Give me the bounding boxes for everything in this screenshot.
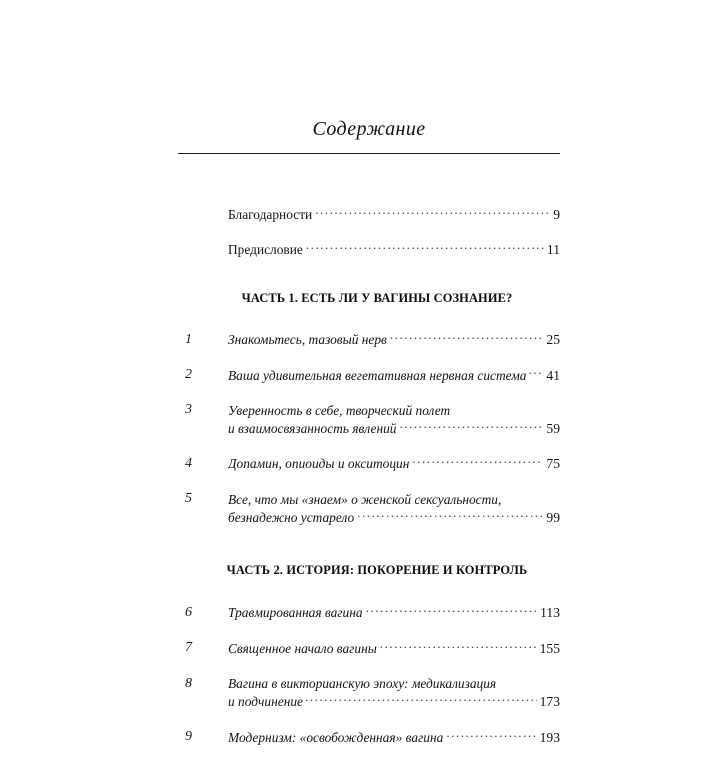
dot-leader: [390, 331, 544, 344]
chapter-lines: [228, 604, 560, 622]
chapter-lines: [228, 401, 560, 438]
toc-chapter-9[interactable]: [178, 728, 560, 763]
chapter-number: 3: [185, 402, 192, 418]
page-number: 59: [546, 421, 560, 437]
page-number: 25: [546, 332, 560, 348]
chapter-line: [228, 509, 560, 527]
part-heading-2: ЧАСТЬ 2. ИСТОРИЯ: ПОКОРЕНИЕ И КОНТРОЛЬ: [226, 563, 528, 578]
chapter-line: [228, 604, 560, 622]
chapter-line: [228, 728, 560, 746]
dot-leader: [399, 420, 543, 433]
entry-title: Ваша удивительная вегетативная нервная система: [228, 367, 527, 383]
dot-leader: [357, 509, 543, 522]
chapter-line: [228, 366, 560, 384]
chapter-lines: [228, 728, 560, 746]
page-number: 113: [540, 605, 560, 621]
toc-chapter-3[interactable]: [178, 401, 560, 455]
dot-leader: [499, 675, 553, 688]
dot-leader: [305, 693, 537, 706]
toc-chapter-4[interactable]: [178, 455, 560, 490]
chapter-line: [228, 693, 560, 711]
chapter-number: 1: [185, 331, 192, 347]
entry-title: Знакомьтесь, тазовый нерв: [228, 332, 387, 348]
dot-leader: [529, 366, 544, 379]
entry-title: Модернизм: «освобожденная» вагина: [228, 729, 444, 745]
toc-chapter-6[interactable]: [178, 604, 560, 639]
part-heading-1: ЧАСТЬ 1. ЕСТЬ ЛИ У ВАГИНЫ СОЗНАНИЕ?: [241, 290, 513, 305]
page-number: 193: [539, 729, 560, 745]
entry-title: Благодарности: [228, 207, 313, 223]
toc-entry-front-0[interactable]: [228, 206, 560, 240]
chapter-line: [228, 639, 560, 657]
title-divider: [178, 153, 560, 154]
page-number: 155: [539, 640, 560, 656]
toc-chapter-2[interactable]: [178, 366, 560, 401]
page-number: 11: [546, 241, 560, 257]
chapter-number: 8: [185, 675, 192, 691]
chapter-number: 2: [185, 367, 192, 383]
dot-leader: [446, 728, 536, 741]
toc-chapter-8[interactable]: [178, 675, 560, 729]
entry-title: Травмированная вагина: [228, 605, 363, 621]
page-number: 75: [546, 456, 560, 472]
entry-title: и подчинение: [228, 694, 303, 710]
entry-title: Священное начало вагины: [228, 640, 377, 656]
chapter-line: [228, 331, 560, 349]
entry-title: безнадежно устарело: [228, 510, 355, 526]
page-title: Содержание: [312, 118, 426, 140]
toc-chapter-1[interactable]: [178, 331, 560, 366]
chapter-line: [228, 675, 560, 693]
entry-title: Предисловие: [228, 241, 303, 257]
page-number: 41: [546, 367, 560, 383]
dot-leader: [306, 240, 544, 253]
dot-leader: [504, 490, 553, 503]
chapter-number: 9: [185, 729, 192, 745]
dot-leader: [453, 401, 553, 414]
page-number: 173: [539, 694, 560, 710]
toc-entry-front-1[interactable]: [228, 240, 560, 274]
chapter-line: [228, 420, 560, 438]
toc-chapter-7[interactable]: [178, 639, 560, 674]
page-number: 99: [546, 510, 560, 526]
chapter-line: [228, 401, 560, 419]
toc-chapter-5[interactable]: [178, 490, 560, 544]
dot-leader: [366, 604, 538, 617]
dot-leader: [315, 206, 550, 219]
chapter-lines: [228, 366, 560, 384]
entry-title: и взаимосвязанность явлений: [228, 421, 397, 437]
entry-title: Уверенность в себе, творческий полет: [228, 402, 451, 418]
toc-entries-container: [178, 206, 560, 764]
chapter-lines: [228, 675, 560, 712]
chapter-number: 6: [185, 605, 192, 621]
entry-title: Все, что мы «знаем» о женской сексуальности,: [228, 491, 502, 507]
chapter-lines: [228, 639, 560, 657]
entry-title: Вагина в викторианскую эпоху: медикализация: [228, 676, 497, 692]
dot-leader: [380, 639, 537, 652]
chapter-number: 4: [185, 456, 192, 472]
chapter-lines: [228, 455, 560, 473]
dot-leader: [412, 455, 543, 468]
chapter-lines: [228, 490, 560, 527]
chapter-line: [228, 455, 560, 473]
page-number: 9: [553, 207, 560, 223]
chapter-number: 5: [185, 491, 192, 507]
entry-title: Допамин, опиоиды и окситоцин: [228, 456, 410, 472]
chapter-line: [228, 490, 560, 508]
chapter-lines: [228, 331, 560, 349]
chapter-number: 7: [185, 640, 192, 656]
